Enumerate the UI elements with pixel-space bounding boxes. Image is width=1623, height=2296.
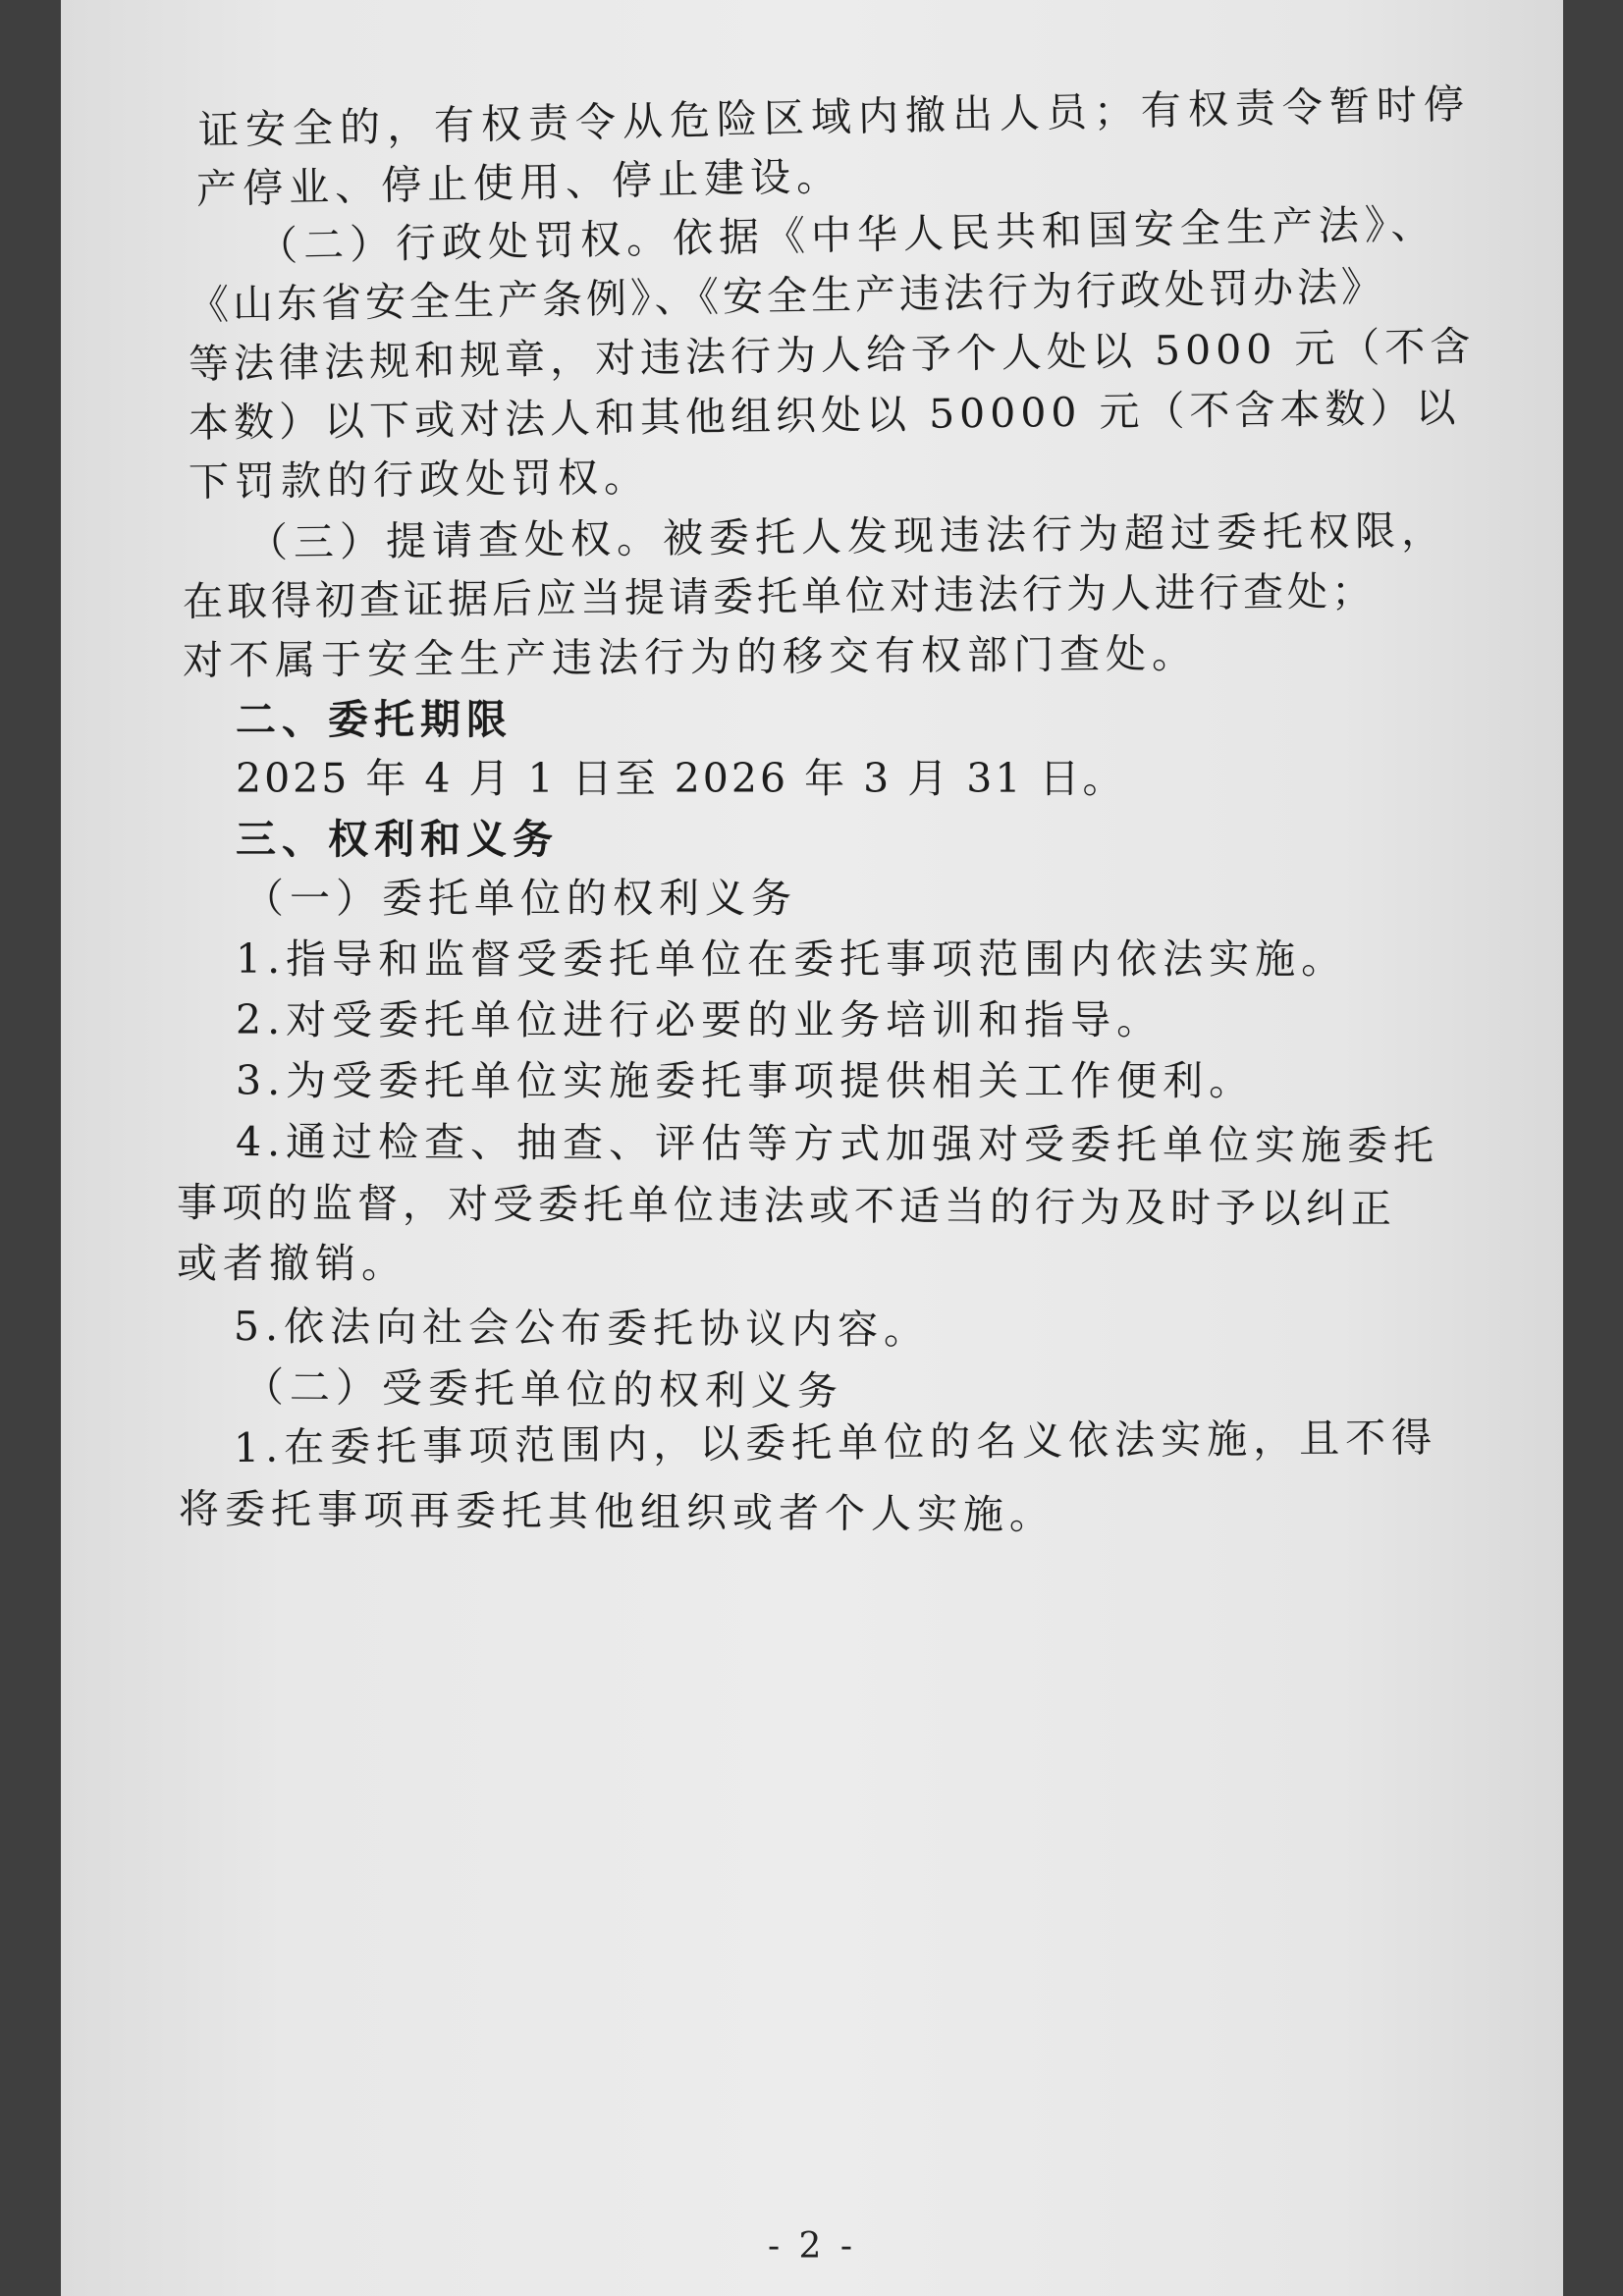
document-page [61, 0, 1563, 2296]
text-line-client-2: 2.对受委托单位进行必要的业务培训和指导。 [236, 996, 1163, 1043]
text-line-4: 《山东省安全生产条例》、《安全生产违法行为行政处罚办法》 [188, 262, 1386, 329]
text-line-3: （二）行政处罚权。依据《中华人民共和国安全生产法》、 [256, 199, 1437, 270]
text-line-client-4-end: 或者撤销。 [177, 1240, 407, 1287]
text-line-client-3: 3.为受委托单位实施委托事项提供相关工作便利。 [236, 1057, 1256, 1104]
section-heading-term: 二、委托期限 [236, 696, 513, 743]
text-line-client-4-cont: 事项的监督，对受委托单位违法或不适当的行为及时予以纠正 [176, 1179, 1397, 1233]
text-line-7: 下罚款的行政处罚权。 [188, 454, 651, 506]
subheading-client-rights: （一）委托单位的权利义务 [243, 875, 797, 922]
text-line-2: 产停业、停止使用、停止建设。 [195, 152, 843, 213]
document-body [61, 0, 1563, 2296]
text-line-client-1: 1.指导和监督受委托单位在委托事项范围内依法实施。 [236, 935, 1348, 983]
subheading-agent-rights: （二）受委托单位的权利义务 [243, 1363, 844, 1415]
page-number: - 2 - [767, 2226, 857, 2267]
text-line-1: 证安全的，有权责令从危险区域内撤出人员；有权责令暂时停 [197, 80, 1472, 154]
text-line-client-5: 5.依法向社会公布委托协议内容。 [233, 1303, 931, 1354]
text-line-5: 等法律法规和规章，对违法行为人给予个人处以 5000 元（不含 [188, 322, 1476, 388]
text-line-8: （三）提请查处权。被委托人发现违法行为超过委托权限， [246, 507, 1448, 566]
text-line-9: 在取得初查证据后应当提请委托单位对违法行为人进行查处； [182, 567, 1377, 625]
text-line-agent-1-cont: 将委托事项再委托其他组织或者个人实施。 [178, 1485, 1056, 1539]
section-heading-rights: 三、权利和义务 [236, 816, 559, 863]
text-line-agent-1: 1.在委托事项范围内，以委托单位的名义依法实施，且不得 [233, 1414, 1438, 1471]
text-line-10: 对不属于安全生产违法行为的移交有权部门查处。 [182, 629, 1199, 684]
text-line-client-4: 4.通过检查、抽查、评估等方式加强对受委托单位实施委托 [235, 1118, 1440, 1170]
text-line-6: 本数）以下或对法人和其他组织处以 50000 元（不含本数）以 [188, 384, 1461, 447]
text-line-term-dates: 2025 年 4 月 1 日至 2026 年 3 月 31 日。 [236, 755, 1126, 802]
